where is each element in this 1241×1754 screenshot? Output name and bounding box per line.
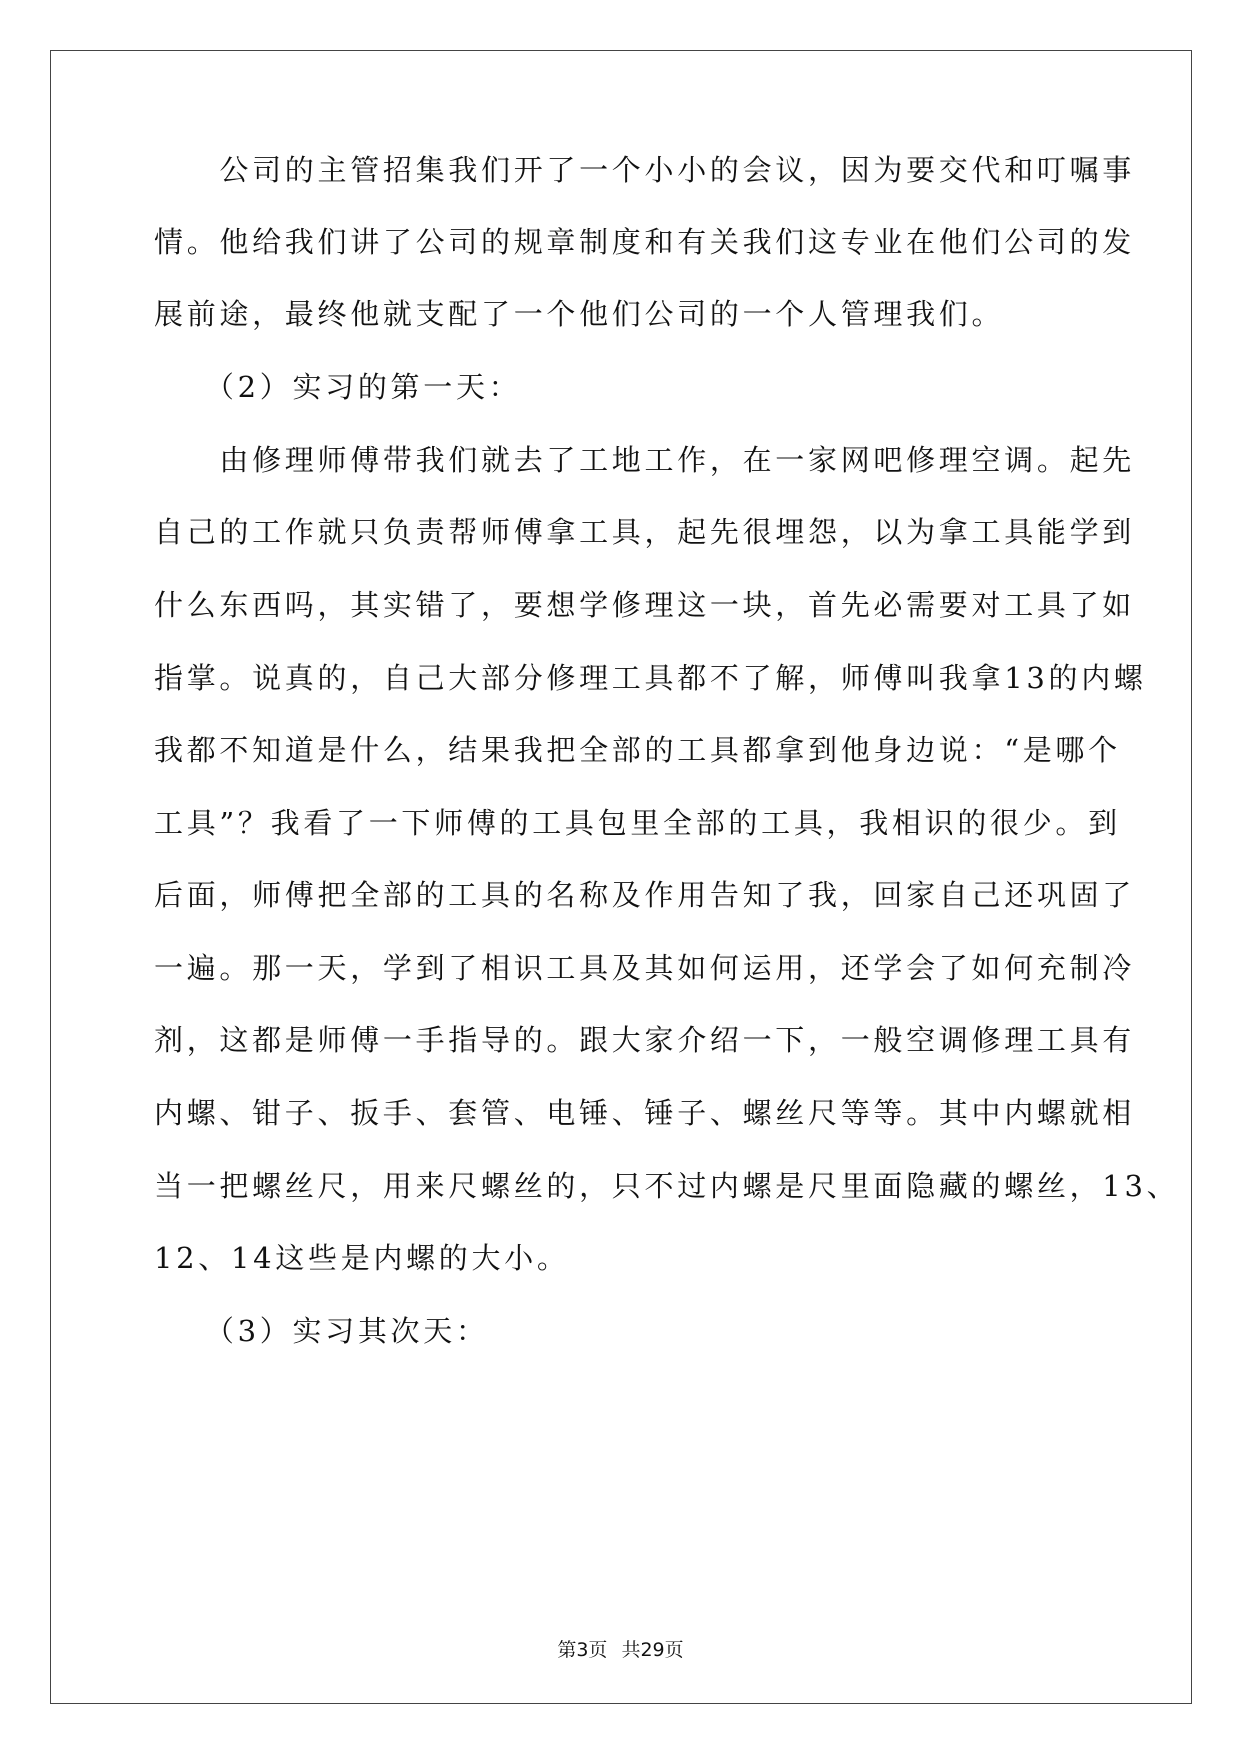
text-line: 自己的工作就只负责帮师傅拿工具，起先很埋怨，以为拿工具能学到 [154,515,1136,549]
section-heading: （3）实习其次天： [154,1314,489,1348]
page-footer [0,1638,1241,1662]
text-line: 后面，师傅把全部的工具的名称及作用告知了我，回家自己还巩固了 [154,878,1136,912]
text-line: 工具”？我看了一下师傅的工具包里全部的工具，我相识的很少。到 [154,806,1121,840]
text-line: 公司的主管招集我们开了一个小小的会议，因为要交代和叮嘱事 [154,153,1136,187]
text-line: 内螺、钳子、扳手、套管、电锤、锤子、螺丝尺等等。其中内螺就相 [154,1096,1136,1130]
page-number: 第3页 [557,1639,608,1661]
text-line: 当一把螺丝尺，用来尺螺丝的，只不过内螺是尺里面隐藏的螺丝，13、 [154,1169,1180,1203]
page-total: 共29页 [621,1639,684,1661]
text-line: 展前途，最终他就支配了一个他们公司的一个人管理我们。 [154,297,1005,331]
text-line: 指掌。说真的，自己大部分修理工具都不了解，师傅叫我拿13的内螺 [154,661,1147,695]
text-line: 什么东西吗，其实错了，要想学修理这一块，首先必需要对工具了如 [154,588,1136,622]
text-line: 剂，这都是师傅一手指导的。跟大家介绍一下，一般空调修理工具有 [154,1023,1136,1057]
text-line: 12、14这些是内螺的大小。 [154,1241,570,1275]
text-line: 一遍。那一天，学到了相识工具及其如何运用，还学会了如何充制冷 [154,951,1136,985]
section-heading: （2）实习的第一天： [154,370,522,404]
text-line: 由修理师傅带我们就去了工地工作，在一家网吧修理空调。起先 [154,443,1136,477]
text-line: 情。他给我们讲了公司的规章制度和有关我们这专业在他们公司的发 [154,225,1136,259]
text-line: 我都不知道是什么，结果我把全部的工具都拿到他身边说：“是哪个 [154,733,1121,767]
